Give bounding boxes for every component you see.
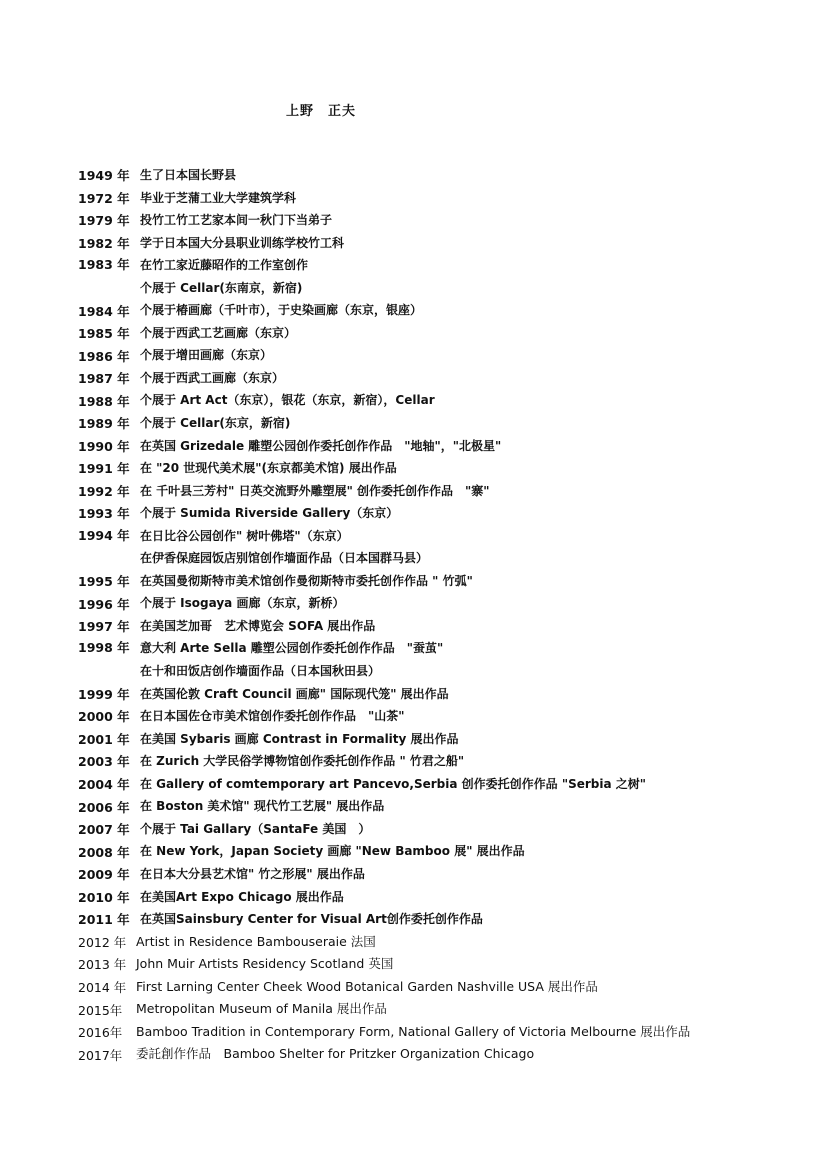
entry-text: 生了日本国长野县 xyxy=(140,168,237,182)
timeline-entry xyxy=(78,818,818,841)
entry-year: 1988 年 xyxy=(78,393,130,409)
entry-description xyxy=(140,570,473,593)
entry-text: 在日比谷公园创作" 树叶佛塔"（东京） xyxy=(140,528,349,543)
timeline-entry xyxy=(78,525,818,570)
entry-description xyxy=(140,886,344,909)
entry-description xyxy=(140,592,344,615)
timeline-entry xyxy=(78,254,818,299)
entry-text: 在竹工家近藤昭作的工作室创作 xyxy=(140,258,309,273)
entry-text: First Larning Center Cheek Wood Botanical Garden Nashville USA 展出作品 xyxy=(136,978,598,994)
entry-description xyxy=(140,299,422,322)
entry-text: John Muir Artists Residency Scotland 英国 xyxy=(136,956,394,972)
timeline-entry xyxy=(78,435,818,458)
entry-text: 在英国伦敦 Craft Council 画廊" 国际现代笼" 展出作品 xyxy=(140,686,449,701)
entry-description xyxy=(140,389,435,412)
entry-text: 在十和田饭店创作墙面作品（日本国秋田县） xyxy=(140,664,381,679)
entry-text: 毕业于芝蒲工业大学建筑学科 xyxy=(140,190,297,205)
timeline-entry xyxy=(78,457,818,480)
timeline-entry xyxy=(78,480,818,503)
entry-year: 2009 年 xyxy=(78,867,130,883)
entry-year: 1991 年 xyxy=(78,461,130,477)
entry-year: 2001 年 xyxy=(78,731,130,747)
entry-year: 2007 年 xyxy=(78,822,130,838)
entry-text: 在英国曼彻斯特市美术馆创作曼彻斯特市委托创作作品 " 竹弧" xyxy=(140,573,473,588)
entry-year: 1992 年 xyxy=(78,483,130,499)
entry-year: 2006 年 xyxy=(78,799,130,815)
entry-year: 1998 年 xyxy=(78,640,130,656)
page-title: 上野 正夫 xyxy=(286,104,357,119)
entry-year: 1993 年 xyxy=(78,506,130,522)
entry-text: 个展于增田画廊（东京） xyxy=(140,348,273,363)
entry-text: Bamboo Tradition in Contemporary Form, National Gallery of Victoria Melbourne 展出作品 xyxy=(136,1023,691,1039)
entry-description xyxy=(140,480,490,503)
entry-year: 1994 年 xyxy=(78,527,130,543)
entry-description xyxy=(140,525,428,570)
entry-year: 1949 年 xyxy=(78,168,130,184)
entry-description xyxy=(140,254,308,299)
entry-description xyxy=(136,953,393,976)
entry-text: Artist in Residence Bambouseraie 法国 xyxy=(136,933,376,949)
timeline-entry xyxy=(78,683,818,706)
timeline-entry xyxy=(78,1021,818,1044)
entry-text: 在英国Sainsbury Center for Visual Art创作委托创作作品 xyxy=(140,912,483,927)
entry-text: 投竹工竹工艺家本间一秋门下当弟子 xyxy=(140,213,333,228)
entry-description xyxy=(140,187,296,210)
entry-description xyxy=(136,1021,690,1044)
entry-year: 2012 年 xyxy=(78,934,127,950)
entry-description xyxy=(140,863,365,886)
entry-text: 个展于 Cellar(东京，新宿) xyxy=(140,416,291,431)
entry-text: 在 New York，Japan Society 画廊 "New Bamboo 展" 展出作品 xyxy=(140,844,525,859)
entry-year: 2003 年 xyxy=(78,754,130,770)
entry-text: 在 Zurich 大学民俗学博物馆创作委托创作作品 " 竹君之船" xyxy=(140,754,465,769)
entry-year: 2004 年 xyxy=(78,777,130,793)
entry-year: 1995 年 xyxy=(78,574,130,590)
entry-year: 2010 年 xyxy=(78,889,130,905)
entry-description xyxy=(140,344,272,367)
entry-year: 1999 年 xyxy=(78,686,130,702)
entry-text: 个展于西武工艺画廊（东京） xyxy=(140,325,297,340)
entry-description xyxy=(140,615,375,638)
entry-description xyxy=(140,457,397,480)
entry-year: 2014 年 xyxy=(78,979,127,995)
entry-description xyxy=(136,998,387,1021)
timeline-list xyxy=(78,164,818,1066)
timeline-entry xyxy=(78,209,818,232)
entry-year: 1996 年 xyxy=(78,596,130,612)
entry-year: 2015年 xyxy=(78,1002,123,1018)
entry-text: 在 Gallery of comtemporary art Pancevo,Serbia 创作委托创作作品 "Serbia 之树" xyxy=(140,776,647,791)
timeline-entry xyxy=(78,953,818,976)
entry-year: 1986 年 xyxy=(78,348,130,364)
timeline-entry xyxy=(78,299,818,322)
entry-description xyxy=(140,164,236,187)
timeline-entry xyxy=(78,840,818,863)
timeline-entry xyxy=(78,502,818,525)
entry-year: 2017年 xyxy=(78,1047,123,1063)
timeline-entry xyxy=(78,863,818,886)
timeline-entry xyxy=(78,795,818,818)
timeline-entry xyxy=(78,570,818,593)
timeline-entry xyxy=(78,1043,818,1066)
entry-description xyxy=(140,818,370,841)
timeline-entry xyxy=(78,389,818,412)
entry-description xyxy=(140,773,646,796)
entry-year: 1990 年 xyxy=(78,438,130,454)
entry-text: 在英国 Grizedale 雕塑公园创作委托创作作品 "地轴"，"北极星" xyxy=(140,438,502,453)
entry-description xyxy=(140,412,290,435)
entry-text: 在日本大分县艺术馆" 竹之形展" 展出作品 xyxy=(140,866,365,881)
entry-description xyxy=(140,840,525,863)
timeline-entry xyxy=(78,886,818,909)
timeline-entry xyxy=(78,615,818,638)
entry-description xyxy=(140,683,449,706)
timeline-entry xyxy=(78,998,818,1021)
timeline-entry xyxy=(78,592,818,615)
entry-description xyxy=(136,1043,534,1066)
entry-text: 委託創作作品 Bamboo Shelter for Pritzker Organization Chicago xyxy=(136,1046,535,1062)
entry-text: 在 Boston 美术馆" 现代竹工艺展" 展出作品 xyxy=(140,799,385,814)
timeline-entry xyxy=(78,164,818,187)
entry-year: 2008 年 xyxy=(78,844,130,860)
entry-year: 2016年 xyxy=(78,1025,123,1041)
entry-description xyxy=(140,908,483,931)
timeline-entry xyxy=(78,412,818,435)
timeline-entry xyxy=(78,908,818,931)
entry-text: 在 "20 世现代美术展"(东京都美术馆) 展出作品 xyxy=(140,461,397,476)
entry-text: 个展于西武工画廊（东京） xyxy=(140,370,285,385)
entry-text: 个展于 Isogaya 画廊（东京，新桥） xyxy=(140,596,345,611)
entry-description xyxy=(140,705,405,728)
entry-text: 在日本国佐仓市美术馆创作委托创作作品 "山茶" xyxy=(140,709,405,724)
entry-year: 1987 年 xyxy=(78,371,130,387)
entry-description xyxy=(136,976,598,999)
entry-year: 1982 年 xyxy=(78,235,130,251)
entry-year: 1985 年 xyxy=(78,326,130,342)
entry-description xyxy=(140,750,464,773)
entry-description xyxy=(140,367,284,390)
entry-description xyxy=(140,435,501,458)
entry-text: 个展于 Sumida Riverside Gallery（东京） xyxy=(140,506,399,521)
timeline-entry xyxy=(78,931,818,954)
entry-description xyxy=(136,931,376,954)
entry-year: 2000 年 xyxy=(78,709,130,725)
entry-text: 个展于 Art Act（东京），银花（东京，新宿），Cellar xyxy=(140,393,435,408)
entry-text: 个展于 Tai Gallary（SantaFe 美国 ） xyxy=(140,821,371,836)
entry-text: 在伊香保庭园饭店别馆创作墙面作品（日本国群马县） xyxy=(140,551,429,566)
entry-text: 学于日本国大分县职业训练学校竹工科 xyxy=(140,235,345,250)
timeline-entry xyxy=(78,187,818,210)
entry-text: 在美国Art Expo Chicago 展出作品 xyxy=(140,889,344,904)
timeline-entry xyxy=(78,728,818,751)
timeline-entry xyxy=(78,773,818,796)
entry-description xyxy=(140,209,332,232)
entry-year: 1984 年 xyxy=(78,303,130,319)
entry-text: 个展于 Cellar(东南京，新宿) xyxy=(140,280,303,295)
entry-text: 在 千叶县三芳村" 日英交流野外雕塑展" 创作委托创作作品 "寨" xyxy=(140,483,490,498)
entry-year: 1989 年 xyxy=(78,416,130,432)
entry-description xyxy=(140,728,459,751)
timeline-entry xyxy=(78,344,818,367)
entry-year: 2011 年 xyxy=(78,912,130,928)
timeline-entry xyxy=(78,322,818,345)
entry-text: 个展于椿画廊（千叶市），于史染画廊（东京，银座） xyxy=(140,303,423,318)
entry-year: 1997 年 xyxy=(78,619,130,635)
timeline-entry xyxy=(78,705,818,728)
entry-text: 在美国 Sybaris 画廊 Contrast in Formality 展出作品 xyxy=(140,731,459,746)
entry-description xyxy=(140,232,344,255)
entry-description xyxy=(140,502,398,525)
timeline-entry xyxy=(78,367,818,390)
entry-year: 2013 年 xyxy=(78,957,127,973)
entry-description xyxy=(140,795,384,818)
entry-year: 1972 年 xyxy=(78,190,130,206)
timeline-entry xyxy=(78,750,818,773)
entry-text: Metropolitan Museum of Manila 展出作品 xyxy=(136,1001,387,1017)
entry-description xyxy=(140,637,443,682)
timeline-entry xyxy=(78,232,818,255)
entry-year: 1979 年 xyxy=(78,213,130,229)
timeline-entry xyxy=(78,637,818,682)
entry-year: 1983 年 xyxy=(78,257,130,273)
entry-text: 在美国芝加哥 艺术博览会 SOFA 展出作品 xyxy=(140,618,376,633)
entry-text: 意大利 Arte Sella 雕塑公园创作委托创作作品 "蚕茧" xyxy=(140,641,444,656)
entry-description xyxy=(140,322,296,345)
timeline-entry xyxy=(78,976,818,999)
